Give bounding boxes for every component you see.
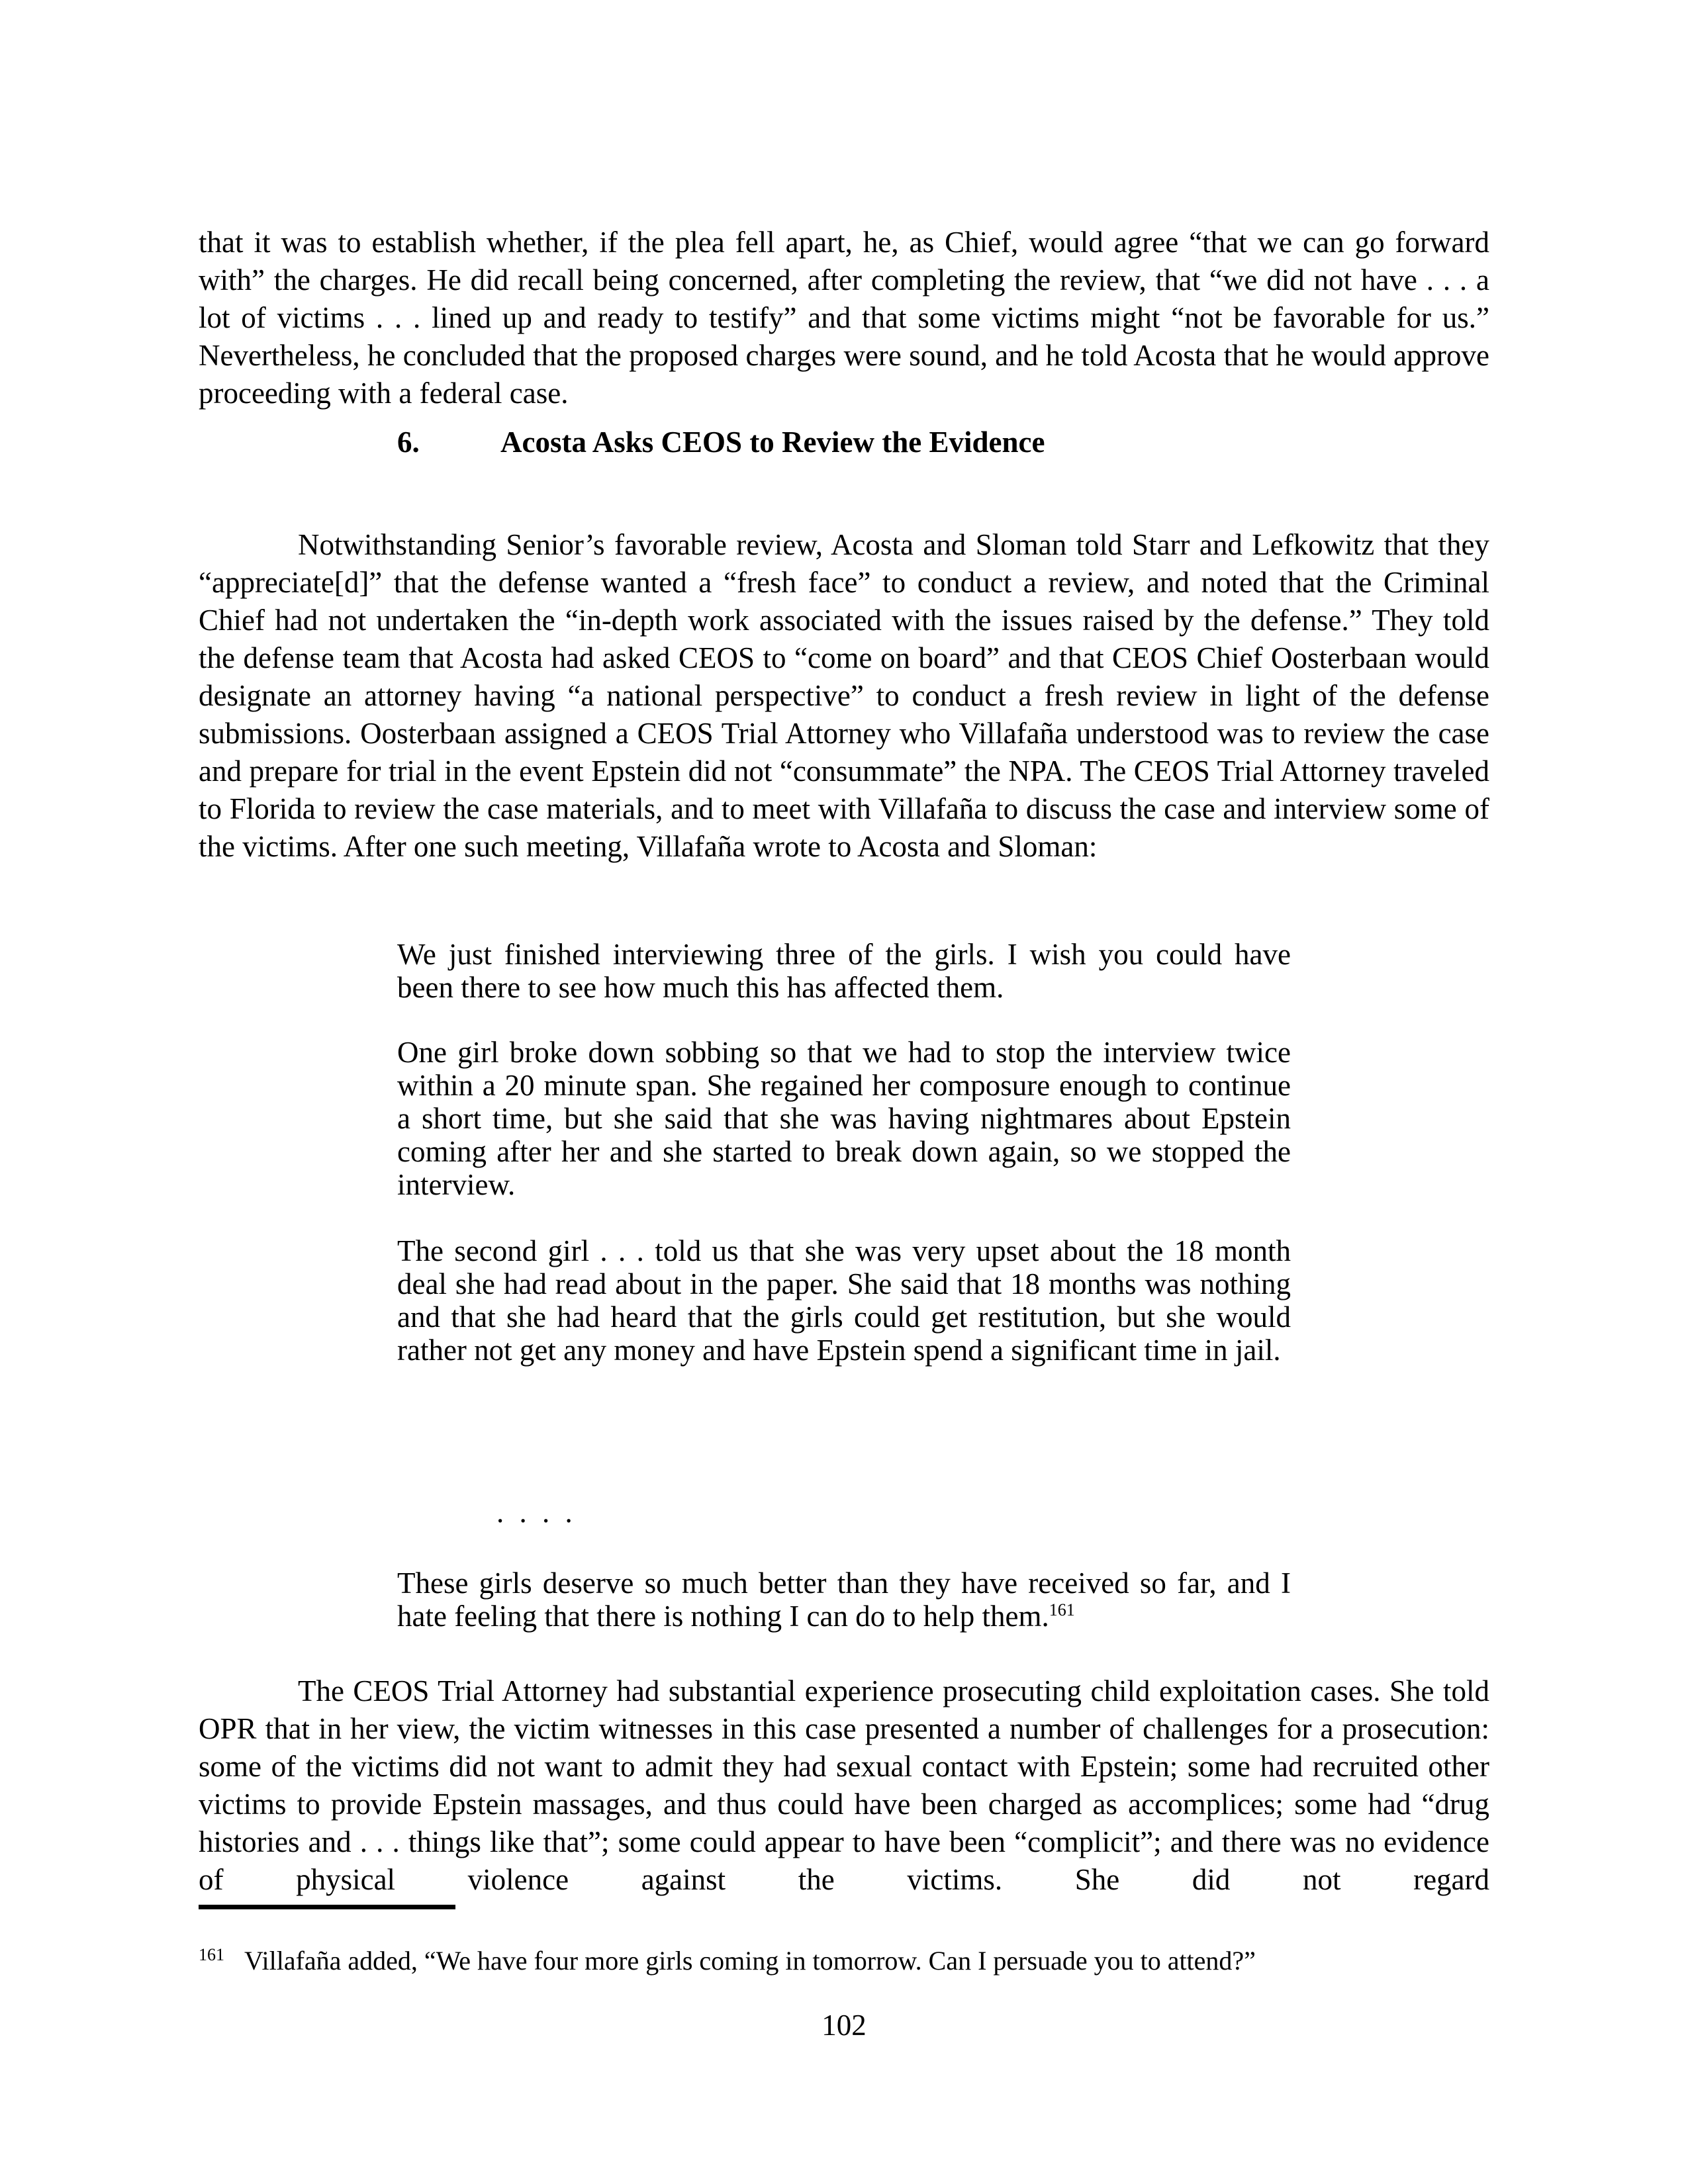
footnote-text: Villafaña added, “We have four more girls coming in tomorrow. Can I persuade you to attend?”: [244, 1946, 1256, 1976]
body-paragraph-2: Notwithstanding Senior’s favorable review, Acosta and Sloman told Starr and Lefkowitz that they “appreciate[d]” that the defense wanted a “fresh face” to conduct a review, and noted that the Criminal Chief had not undertaken the “in-depth work associated with the issues raised by the defense.” They told the defense team that Acosta had asked CEOS to “come on board” and that CEOS Chief Oosterbaan would designate an attorney having “a national perspective” to conduct a fresh review in light of the defense submissions. Oosterbaan assigned a CEOS Trial Attorney who Villafaña understood was to review the case and prepare for trial in the event Epstein did not “consummate” the NPA. The CEOS Trial Attorney traveled to Florida to review the case materials, and to meet with Villafaña to discuss the case and interview some of the victims. After one such meeting, Villafaña wrote to Acosta and Sloman:: [199, 528, 1489, 863]
footnote-number: 161: [199, 1945, 224, 1964]
section-heading: [199, 424, 1489, 461]
blockquote-2: One girl broke down sobbing so that we had to stop the interview twice within a 20 minute span. She regained her composure enough to continue a short time, but she said that she was having nightmares about Epstein coming after her and she started to break down again, so we stopped the interview.: [397, 1036, 1291, 1201]
footnote-reference: 161: [1049, 1600, 1075, 1619]
ellipsis-separator: . . . .: [496, 1496, 577, 1529]
blockquote-4-text: These girls deserve so much better than they have received so far, and I hate feeling that there is nothing I can do to help them.: [397, 1567, 1291, 1633]
blockquote-3: The second girl . . . told us that she was very upset about the 18 month deal she had read about in the paper. She said that 18 months was nothing and that she had heard that the girls could get restitution, but she would rather not get any money and have Epstein spend a significant time in jail.: [397, 1234, 1291, 1367]
blockquote-1: We just finished interviewing three of the girls. I wish you could have been there to see how much this has affected them.: [397, 938, 1291, 1004]
blockquote-4: [397, 1567, 1291, 1633]
body-paragraph-1: that it was to establish whether, if the plea fell apart, he, as Chief, would agree “that we can go forward with” the charges. He did recall being concerned, after completing the review, that “we did not have . . . a lot of victims . . . lined up and ready to testify” and that some victims might “not be favorable for us.” Nevertheless, he concluded that the proposed charges were sound, and he told Acosta that he would approve proceeding with a federal case.: [199, 226, 1489, 410]
heading-number: 6.: [397, 426, 420, 459]
footnote: [199, 1944, 1489, 1978]
heading-title: Acosta Asks CEOS to Review the Evidence: [500, 426, 1045, 459]
body-paragraph-3: The CEOS Trial Attorney had substantial experience prosecuting child exploitation cases. She told OPR that in her view, the victim witnesses in this case presented a number of challenges for a prosecution: some of the victims did not want to admit they had sexual contact with Epstein; some had recruited other victims to provide Epstein massages, and thus could have been charged as accomplices; some had “drug histories and . . . things like that”; some could appear to have been “complicit”; and there was no evidence of physical violence against the victims. She did not regard: [199, 1674, 1489, 1896]
page-number: 102: [821, 2009, 867, 2042]
footnote-separator-rule: [199, 1905, 455, 1909]
